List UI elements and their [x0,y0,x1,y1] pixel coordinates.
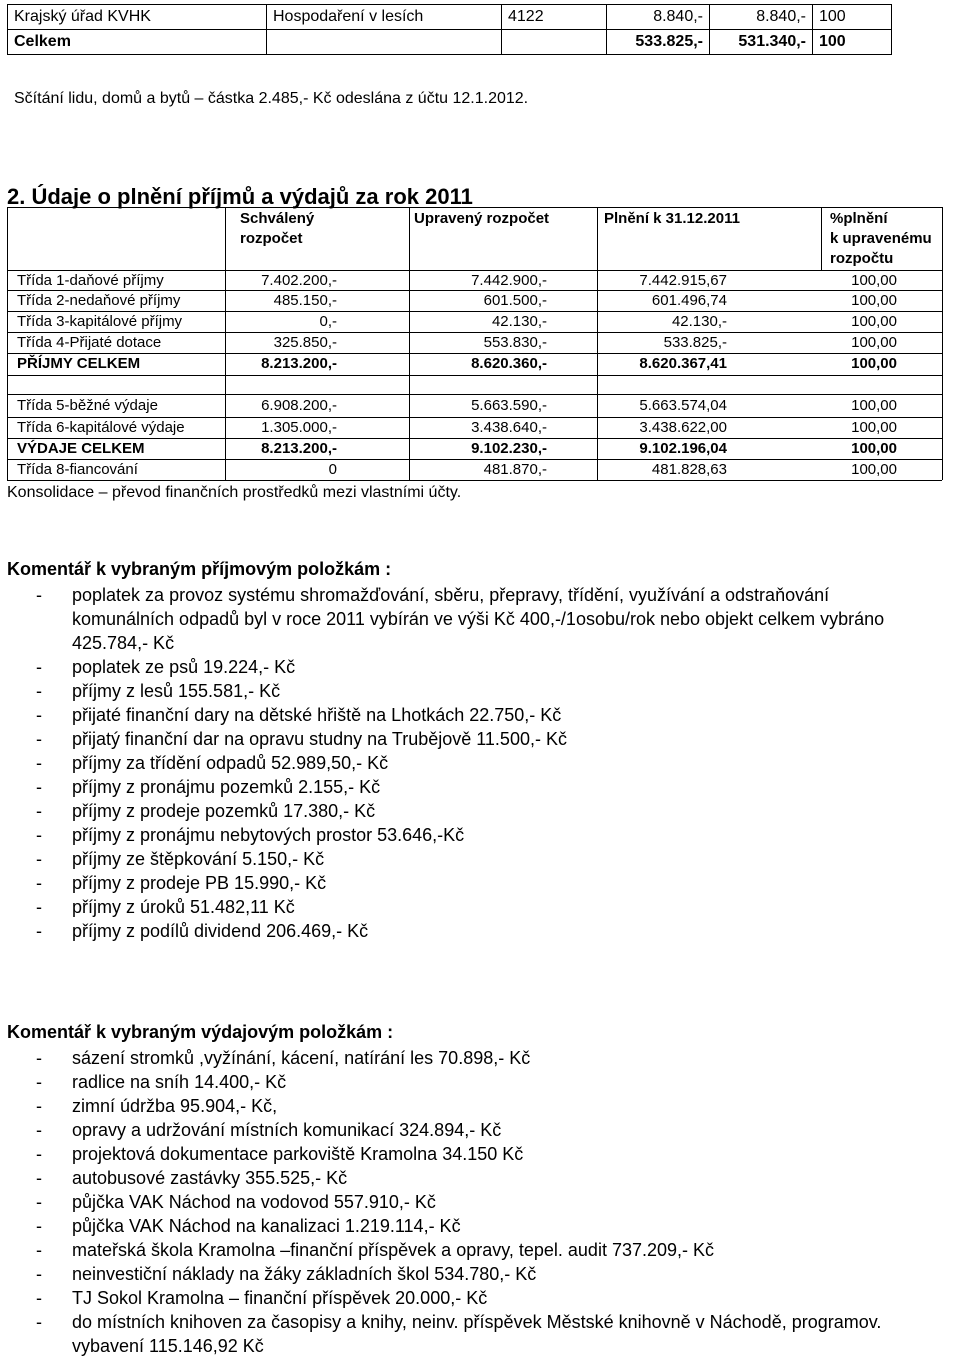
list-item: - přijatý finanční dar na opravu studny na Trubějově 11.500,- Kč [36,727,916,751]
list-item: - mateřská škola Kramolna –finanční příspěvek a opravy, tepel. audit 737.209,- Kč [36,1238,926,1262]
budget-cell-adjusted: 9.102.230,- [471,440,547,457]
budget-cell-approved: 7.402.200,- [261,272,337,289]
budget-cell-adjusted: 3.438.640,- [471,419,547,436]
table-cell: 100 [813,30,892,55]
expense-comments-title: Komentář k vybraným výdajovým položkám : [7,1022,394,1042]
list-item: - půjčka VAK Náchod na kanalizaci 1.219.114,- Kč [36,1214,926,1238]
table-cell [502,30,607,55]
budget-table [7,207,947,490]
top-table [7,4,892,55]
section-title: 2. Údaje o plnění příjmů a výdajů za rok 2011 [7,184,473,209]
list-item: - sázení stromků ,vyžínání, kácení, natírání les 70.898,- Kč [36,1046,926,1070]
income-comments-title: Komentář k vybraným příjmovým položkám : [7,559,392,579]
budget-cell-approved: 0 [328,461,337,478]
table-cell: 533.825,- [607,30,710,55]
budget-cell-percent: 100,00 [851,334,897,351]
list-item: - poplatek ze psů 19.224,- Kč [36,655,916,679]
budget-cell-adjusted: 601.500,- [483,292,547,309]
list-item: - příjmy z prodeje PB 15.990,- Kč [36,871,916,895]
budget-cell-fulfilled: 601.496,74 [651,292,727,309]
budget-cell-adjusted: 7.442.900,- [471,272,547,289]
budget-cell-approved: 325.850,- [273,334,337,351]
budget-cell-fulfilled: 481.828,63 [651,461,727,478]
budget-cell-percent: 100,00 [851,419,897,436]
list-item: - poplatek za provoz systému shromažďování, sběru, přepravy, třídění, využívání a odstraňování komunálních odpadů byl v roce 2011 vybírán ve výši Kč 400,-/1osobu/rok nebo objekt celkem vybráno 425.784,- Kč [36,583,916,655]
list-item: - radlice na sníh 14.400,- Kč [36,1070,926,1094]
list-item: - příjmy z pronájmu pozemků 2.155,- Kč [36,775,916,799]
budget-cell-label: PŘÍJMY CELKEM [17,355,141,372]
budget-cell-approved: 485.150,- [273,292,337,309]
budget-cell-adjusted: 5.663.590,- [471,397,547,414]
budget-cell-fulfilled: 3.438.622,00 [639,419,727,436]
list-item: - příjmy z podílů dividend 206.469,- Kč [36,919,916,943]
budget-cell-approved: 0,- [319,313,337,330]
list-item: - neinvestiční náklady na žáky základních škol 534.780,- Kč [36,1262,926,1286]
list-item: - TJ Sokol Kramolna – finanční příspěvek 20.000,- Kč [36,1286,926,1310]
budget-cell-percent: 100,00 [851,461,897,478]
table-cell [267,30,502,55]
list-item: - přijaté finanční dary na dětské hřiště na Lhotkách 22.750,- Kč [36,703,916,727]
budget-cell-adjusted: 8.620.360,- [471,355,547,372]
list-item: - příjmy za třídění odpadů 52.989,50,- Kč [36,751,916,775]
consolidation-note: Konsolidace – převod finančních prostředků mezi vlastními účty. [7,484,462,501]
budget-cell-label: Třída 2-nedaňové příjmy [17,292,181,309]
header-adjusted: Upravený rozpočet [414,210,550,227]
budget-cell-approved: 1.305.000,- [261,419,337,436]
list-item: - opravy a udržování místních komunikací 324.894,- Kč [36,1118,926,1142]
table-cell: 4122 [502,5,607,30]
budget-cell-label: Třída 6-kapitálové výdaje [17,419,185,436]
budget-cell-label: VÝDAJE CELKEM [17,440,145,457]
budget-cell-label: Třída 1-daňové příjmy [17,272,164,289]
budget-cell-adjusted: 42.130,- [491,313,547,330]
budget-cell-label: Třída 4-Přijaté dotace [17,334,162,351]
list-item: - projektová dokumentace parkoviště Kramolna 34.150 Kč [36,1142,926,1166]
table-cell: Celkem [8,30,267,55]
header-approved: Schválený rozpočet [240,210,315,247]
budget-cell-percent: 100,00 [851,292,897,309]
budget-cell-percent: 100,00 [851,355,897,372]
budget-cell-label: Třída 5-běžné výdaje [17,397,158,414]
budget-cell-approved: 8.213.200,- [261,355,337,372]
expense-comments-list [36,1046,926,1358]
table-cell: 8.840,- [607,5,710,30]
budget-cell-fulfilled: 9.102.196,04 [639,440,727,457]
table-cell: Hospodaření v lesích [267,5,502,30]
table-row [8,5,892,30]
table-cell: 531.340,- [710,30,813,55]
budget-cell-percent: 100,00 [851,313,897,330]
budget-cell-fulfilled: 42.130,- [671,313,727,330]
list-item: - půjčka VAK Náchod na vodovod 557.910,- Kč [36,1190,926,1214]
list-item: - do místních knihoven za časopisy a knihy, neinv. příspěvek Městské knihovně v Náchodě, programov. vybavení 115.146,92 Kč [36,1310,926,1358]
list-item: - příjmy ze štěpkování 5.150,- Kč [36,847,916,871]
budget-cell-adjusted: 481.870,- [483,461,547,478]
table-cell: Krajský úřad KVHK [8,5,267,30]
budget-cell-adjusted: 553.830,- [483,334,547,351]
table-cell: 8.840,- [710,5,813,30]
budget-cell-label: Třída 8-fiancování [17,461,138,478]
budget-cell-fulfilled: 5.663.574,04 [639,397,727,414]
budget-cell-percent: 100,00 [851,440,897,457]
list-item: - příjmy z úroků 51.482,11 Kč [36,895,916,919]
list-item: - zimní údržba 95.904,- Kč, [36,1094,926,1118]
budget-cell-fulfilled: 8.620.367,41 [639,355,727,372]
budget-cell-label: Třída 3-kapitálové příjmy [17,313,183,330]
header-percent: %plnění k upravenému rozpočtu [830,210,932,267]
budget-cell-percent: 100,00 [851,272,897,289]
list-item: - příjmy z prodeje pozemků 17.380,- Kč [36,799,916,823]
table-cell: 100 [813,5,892,30]
list-item: - autobusové zastávky 355.525,- Kč [36,1166,926,1190]
list-item: - příjmy z lesů 155.581,- Kč [36,679,916,703]
budget-cell-fulfilled: 533.825,- [663,334,727,351]
table-row [8,30,892,55]
budget-cell-approved: 8.213.200,- [261,440,337,457]
budget-cell-approved: 6.908.200,- [261,397,337,414]
census-note: Sčítání lidu, domů a bytů – částka 2.485,- Kč odeslána z účtu 12.1.2012. [14,90,529,107]
income-comments-list [36,583,916,943]
budget-cell-fulfilled: 7.442.915,67 [639,272,727,289]
budget-cell-percent: 100,00 [851,397,897,414]
list-item: - příjmy z pronájmu nebytových prostor 53.646,-Kč [36,823,916,847]
header-fulfilled: Plnění k 31.12.2011 [604,210,740,227]
